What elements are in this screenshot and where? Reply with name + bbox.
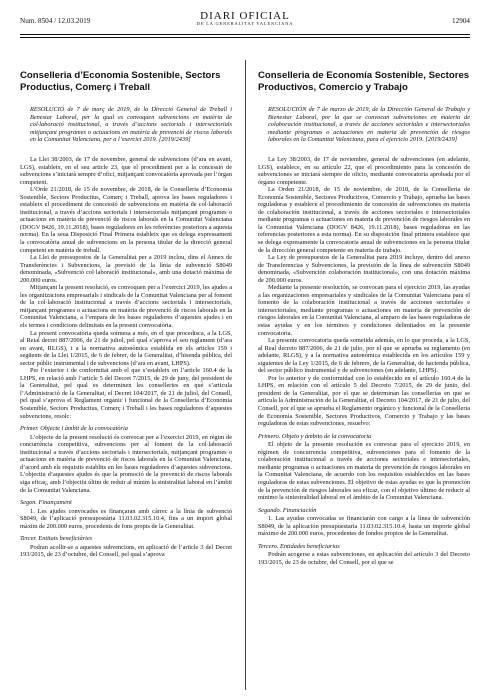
section-heading: Primero. Objeto y ámbito de la convocatoria [258, 432, 372, 440]
paragraph: La Llei 38/2003, de 17 de novembre, general de subvencions (d’ara en avant, LGS), estableix, en el seu article 23, que el procediment per a la concessió de subvencions s’iniciarà sempre d’ofici, mitjançant convocatòria aprovada per l’òrgan competent. [20, 155, 232, 186]
resolution-title: RESOLUCIÓ de 7 de març de 2019, de la Direcció General de Treball i Benestar Laboral, per la qual es convoquen subvencions en matèria de col·laboració institucional, a través d’accions sectorials i intersectorials mitjançant programes o actuacions en matèria de prevenció de riscos laborals en la Comunitat Valenciana, per a l’exercici 2019. [2019/2439] [30, 106, 232, 144]
section-heading: Segundo. Financiación [258, 506, 317, 514]
paragraph: 1. Las ayudas convocadas se financiarán con cargo a la línea de subvención S8049, de la aplicación presupuestaria 11.03.02.315.10.4, hasta un importe global máximo de 200.000 euros, procedentes de fondos propios de la Generalitat. [258, 515, 470, 538]
paragraph: La Ley 38/2003, de 17 de noviembre, general de subvenciones (en adelante, LGS), establece, en su artículo 22, que el procedimiento para la concesión de subvenciones se iniciará siempre de oficio, mediante convocatoria aprobada por el órgano competente. [258, 155, 470, 186]
paragraph: 1. Les ajudes convocades es finançaran amb càrrec a la línia de subvenció S8049, de l’aplicació pressupostària 11.03.02.315.10.4, fins a un import global màxim de 200.000 euros, procedents de fons propis de la Generalitat. [20, 507, 232, 530]
issue-number: Num. 8504 / 12.03.2019 [20, 17, 91, 25]
department-name: Conselleria de Economía Sostenible, Sectores Productivos, Comercio y Trabajo [258, 70, 470, 93]
paragraph: Per l’exterior i de conformitat amb el que s’estableix en l’article 160.4 de la LHPS, en relació amb l’article 5 del Decret 7/2015, de 29 de juny, del president de la Generalitat, pel qual es determinen les conselleries en què s’articula l’Administració de la Generalitat, el Decret 104/2017, de 21 de juliol, del Consell, pel qual s’aprova el Reglament orgànic i funcional de la Conselleria d’Economia Sostenible, Sectors Productius, Comerç i Treball i les bases reguladores d’aquestes subvencions, resolc: [20, 367, 232, 420]
paragraph: Mediante la presente resolución, se convocan para el ejercicio 2019, las ayudas a las organizaciones empresariales y sindicales de la Comunitat Valenciana para el fomento de la colaboración institucional a través de acciones sectoriales e intersectoriales, mediante programas o actuaciones en materia de prevención de riesgos laborales en la Comunitat Valenciana, al amparo de las bases reguladoras de estas ayudas y en los términos y condiciones delimitados en la presente convocatoria. [258, 284, 470, 337]
preamble [258, 156, 470, 567]
logo-title: DIARI OFICIAL [200, 10, 290, 22]
paragraph: La Ley de presupuestos de la Generalitat para 2019 incluye, dentro del anexo de Transferencias y Subvenciones, la previsión de la línea de subvención S8049 denominada, «Subvención colaboración institucional», con una dotación máxima de 200.000 euros. [258, 254, 470, 284]
header-rule-thin [20, 37, 470, 38]
section-heading: Segon. Finançament [20, 499, 72, 507]
logo-subtitle: DE LA GENERALITAT VALENCIANA [196, 21, 294, 26]
paragraph: La presente convocatoria queda sometida además, en lo que proceda, a la LGS, al Real decreto 887/2006, de 21 de julio, por el que se aprueba su reglamento (en adelante, RLGS), y a la normativa autonómica establecida en los artículos 159 y siguientes de la Ley 1/2015, de 6 de febrero, de la Generalitat, de hacienda pública, del sector público instrumental y de subvenciones (en adelante, LHPS). [258, 337, 470, 375]
header-rule [20, 34, 470, 35]
paragraph: El objeto de la presente resolución es convocar para el ejercicio 2019, en régimen de concurrencia competitiva, subvenciones para el fomento de la colaboración institucional a través de acciones sectoriales e intersectoriales, mediante programas o actuaciones en materia de prevención de riesgos laborales en la Comunitat Valenciana, de acuerdo con los requisitos establecidos en las bases reguladoras de estas subvenciones. El objetivo de estas ayudas es que la promoción de la prevención de riesgos laborales sea eficaz, con el objetivo último de reducir al mínimo la siniestralidad laboral en el ámbito de la Comunitat Valenciana. [258, 441, 470, 502]
column-divider [245, 60, 246, 690]
column-valencian [20, 68, 232, 559]
paragraph: Podran acollir-se a aquestes subvencions, en aplicació de l’article 3 del Decret 193/2015, de 23 d’octubre, del Consell, pel qual s’aprova [20, 543, 232, 559]
paragraph: L’Orde 21/2018, de 15 de novembre, de 2018, de la Conselleria d’Economia Sostenible, Sectors Productius, Comerç i Treball, aprova les bases reguladores i estableix el procediment de concessió de subvencions en matèria de col·laboració institucional, a través d’accions sectorials i intersectorials mitjançant programes o actuacions en matèria de prevenció de riscos laborals en la Comunitat Valenciana (DOGV 8426, 19.11.2018), bases reguladores en les referències posteriors a aquesta norma). En la seua Disposició Final Primera estableix que es delega expressament la convocatòria anual de subvencions en la persona titular de la direcció general competent en matèria de treball. [20, 186, 232, 254]
paragraph: La Llei de pressupostos de la Generalitat per a 2019 inclou, dins el Annex de Transferències i Subvencions, la previsió de la línia de subvenció S8049 denominada, «Subvenció col·laboració institucional», amb una dotació màxima de 200.000 euros. [20, 254, 232, 284]
page-number: 12904 [452, 17, 470, 25]
paragraph: La present convocatòria queda sotmesa a més, en el que procedisca, a la LGS, al Reial decret 887/2006, de 21 de juliol, pel qual s’aprova el seu reglament (d’ara en avant, RLGS), i a la normativa autonòmica establida en els articles 159 i següents de la Llei 1/2015, de 6 de febrer, de la Generalitat, d’hisenda pública, del sector públic instrumental i de subvencions (d’ara en avant, LHPS). [20, 329, 232, 367]
department-name: Conselleria d’Economia Sostenible, Sectors Productius, Comerç i Treball [20, 70, 221, 93]
paragraph: Podrán acogerse a estas subvenciones, en aplicación del artículo 3 del Decreto 193/2015, de 23 de octubre, del Consell, por el que se [258, 551, 470, 566]
section-heading: Primer. Objecte i àmbit de la convocatòria [20, 425, 128, 433]
paragraph: Mitjançant la present resolució, es convoquen per a l’exercici 2019, les ajudes a les organitzacions empresarials i sindicals de la Comunitat Valenciana per al foment de la col·laboració institucional a través d’accions sectorials i intersectorials, mitjançant programes o actuacions en matèria de prevenció de riscos laborals en la Comunitat Valenciana, a l’empara de les bases reguladores d’aquestes ajudes i en els termes i condicions delimitats en la present convocatòria. [20, 284, 232, 329]
section-heading: Tercer. Entitats beneficiàries [20, 535, 93, 543]
column-spanish [258, 68, 470, 567]
preamble [20, 156, 232, 559]
paragraph: Por lo anterior y de conformidad con lo establecido en el artículo 160.4 de la LHPS, en relación con el artículo 5 del Decreto 7/2015, de 29 de junio, del president de la Generalitat, por el que se determinan las consellerias en que se articula la Administración de la Generalitat, el Decreto 104/2017, de 21 de julio, del Consell, por el que se aprueba el Reglamento orgánico y funcional de la Conselleria de Economía Sostenible, Sectores Productivos, Comercio y Trabajo y las bases reguladoras de estas subvenciones, resuelvo: [258, 374, 470, 428]
journal-logo [197, 10, 294, 26]
resolution-title: RESOLUCIÓN de 7 de marzo de 2019, de la Dirección General de Trabajo y Bienestar Laboral, por la que se convocan subvenciones en materia de colaboración institucional, a través de acciones sectoriales e intersectoriales mediante programas o actuaciones en materia de prevención de riesgos laborales en la Comunitat Valenciana, para el ejercicio 2019. [2019/2439] [268, 106, 470, 144]
section-heading: Tercero. Entidades beneficiarias [258, 542, 340, 550]
paragraph: La Orden 21/2018, de 15 de noviembre, de 2018, de la Conselleria de Economía Sostenible, Sectores Productivos, Comercio y Trabajo, aprueba las bases reguladoras y establece el procedimiento de concesión de subvenciones en materia de colaboración institucional, a través de acciones sectoriales e intersectoriales mediante programas o actuaciones en materia de prevención de riesgos laborales en la Comunitat Valenciana (DOGV 8426, 19.11.2018), bases reguladoras en las referencias posteriores a esta norma). En su disposición final primera establece que se delega expresamente la convocatoria anual de subvenciones en la persona titular de la dirección general competente en materia de trabajo. [258, 186, 470, 254]
page-header [20, 8, 470, 48]
paragraph: L’objecte de la present resolució és convocar per a l’exercici 2019, en règim de concurrència competitiva, subvencions per al foment de la col·laboració institucional a través d’accions sectorials i intersectorials, mitjançant programes o actuacions en matèria de prevenció de riscos laborals en la Comunitat Valenciana, d’acord amb els requisits establits en les bases reguladores d’aquestes subvencions. L’objectiu d’aquestes ajudes és que la promoció de la prevenció de riscos laborals siga eficaç, amb l’objectiu últim de reduir al mínim la sinistralitat laboral en l’àmbit de la Comunitat Valenciana. [20, 433, 232, 494]
